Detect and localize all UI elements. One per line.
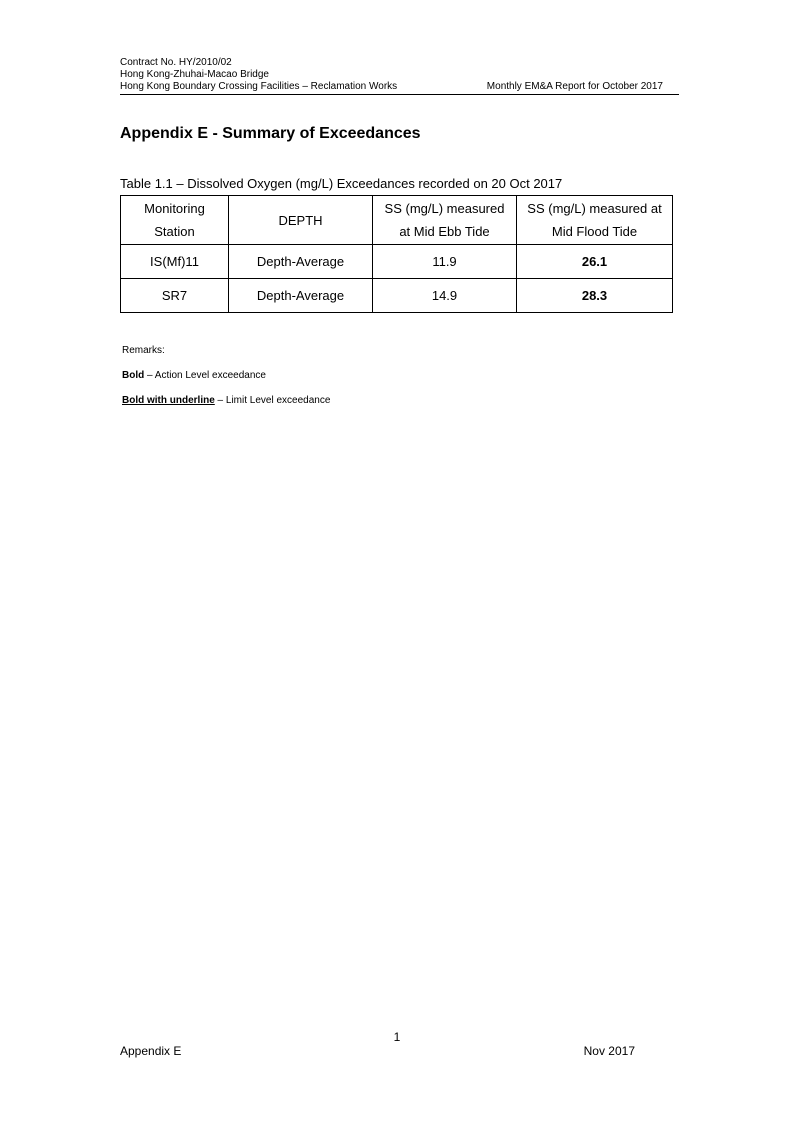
page-number: 1 xyxy=(393,1030,401,1044)
table-row xyxy=(121,245,673,279)
page-title: Appendix E - Summary of Exceedances xyxy=(120,125,421,142)
footer-date: Nov 2017 xyxy=(583,1044,635,1058)
cell-depth: Depth-Average xyxy=(229,245,373,279)
table-header-row xyxy=(121,196,673,245)
footer-appendix: Appendix E xyxy=(120,1044,182,1058)
report-name: Monthly EM&A Report for October 2017 xyxy=(486,81,663,92)
cell-station: SR7 xyxy=(121,279,229,313)
header-depth: DEPTH xyxy=(229,196,373,245)
project-name: Hong Kong-Zhuhai-Macao Bridge xyxy=(120,69,269,80)
bold-label: Bold xyxy=(122,370,145,381)
cell-ebb: 11.9 xyxy=(373,245,517,279)
cell-station: IS(Mf)11 xyxy=(121,245,229,279)
remarks-heading: Remarks: xyxy=(122,345,165,356)
cell-ebb: 14.9 xyxy=(373,279,517,313)
remark-limit-level: Bold with underline – Limit Level exceedance xyxy=(122,395,331,406)
table-row xyxy=(121,279,673,313)
cell-flood: 28.3 xyxy=(517,279,673,313)
underline-label: Bold with underline xyxy=(122,395,215,406)
exceedance-table xyxy=(120,195,673,313)
page-header xyxy=(120,57,679,95)
header-flood: SS (mg/L) measured at Mid Flood Tide xyxy=(517,196,673,245)
remark-action-level: Bold – Action Level exceedance xyxy=(122,370,266,381)
cell-flood: 26.1 xyxy=(517,245,673,279)
table-caption: Table 1.1 – Dissolved Oxygen (mg/L) Exceedances recorded on 20 Oct 2017 xyxy=(120,176,563,191)
header-row xyxy=(120,81,679,93)
header-ebb: SS (mg/L) measured at Mid Ebb Tide xyxy=(373,196,517,245)
remarks xyxy=(122,345,330,420)
contract-number: Contract No. HY/2010/02 xyxy=(120,57,232,68)
page-footer xyxy=(120,1044,635,1058)
header-station: Monitoring Station xyxy=(121,196,229,245)
works-name: Hong Kong Boundary Crossing Facilities – Reclamation Works xyxy=(120,81,398,92)
cell-depth: Depth-Average xyxy=(229,279,373,313)
